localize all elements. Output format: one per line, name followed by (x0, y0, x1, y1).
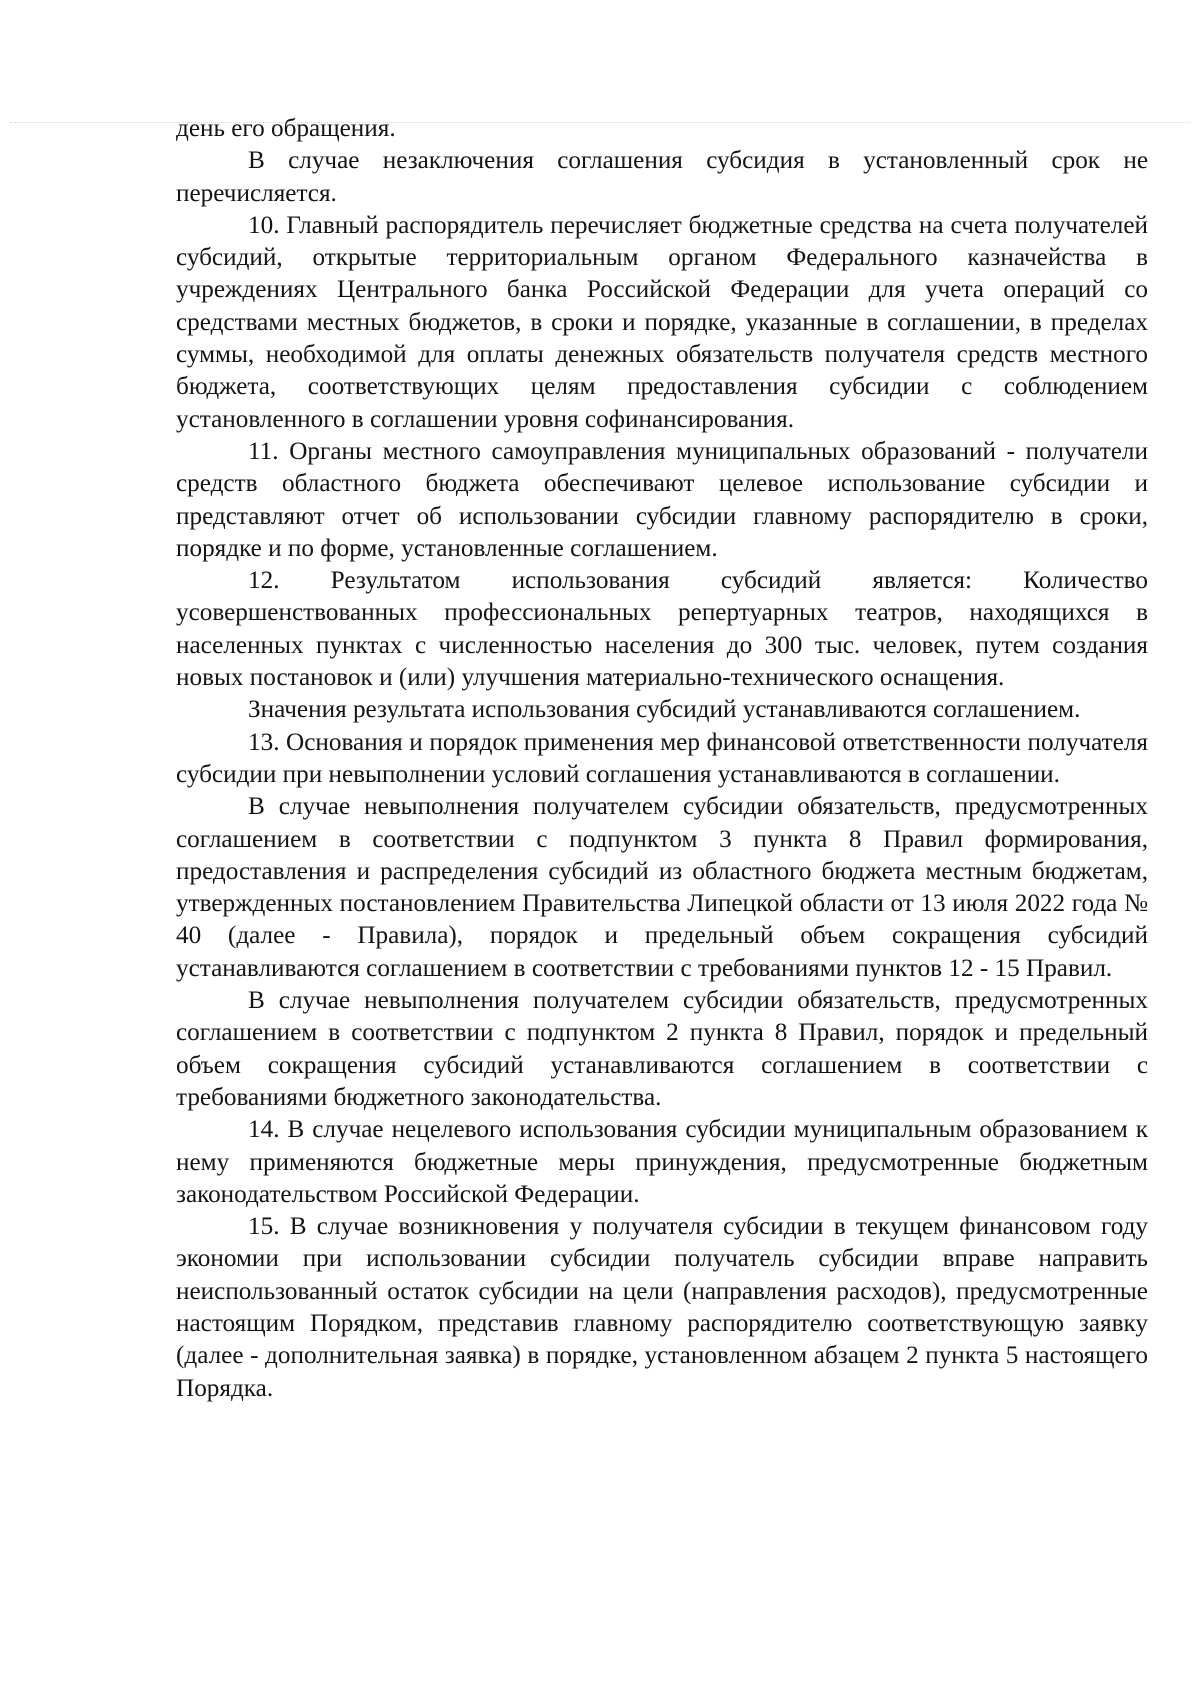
paragraph-12: 12. Результатом использования субсидий является: Количество усовершенствованных профессиональных репертуарных театров, находящихся в населенных пунктах с численностью населения до 300 тыс. человек, путем создания новых постановок и (или) улучшения материально-технического оснащения. (176, 567, 1148, 692)
paragraph-11: 11. Органы местного самоуправления муниципальных образований - получатели средств областного бюджета обеспечивают целевое использование субсидии и представляют отчет об использовании субсидии главному распорядителю в сроки, порядке и по форме, установленные соглашением. (176, 437, 1148, 562)
document-body (176, 113, 1148, 1405)
paragraph-13-case-2: В случае невыполнения получателем субсидии обязательств, предусмотренных соглашением в соответствии с подпунктом 2 пункта 8 Правил, порядок и предельный объем сокращения субсидий устанавливаются соглашением в соответствии с требованиями бюджетного законодательства. (176, 987, 1148, 1111)
paragraph-continuation: день его обращения. (176, 115, 396, 142)
paragraph-non-conclusion: В случае незаключения соглашения субсидия в установленный срок не перечисляется. (176, 147, 1148, 207)
paragraph-10: 10. Главный распорядитель перечисляет бюджетные средства на счета получателей субсидий, открытые территориальным органом Федерального казначейства в учреждениях Центрального банка Российской Федерации для учета операций со средствами местных бюджетов, в сроки и порядке, указанные в соглашении, в пределах суммы, необходимой для оплаты денежных обязательств получателя средств местного бюджета, соответствующих целям предоставления субсидии с соблюдением установленного в соглашении уровня софинансирования. (176, 211, 1148, 433)
paragraph-14: 14. В случае нецелевого использования субсидии муниципальным образованием к нему применяются бюджетные меры принуждения, предусмотренные бюджетным законодательством Российской Федерации. (176, 1116, 1148, 1208)
paragraph-15: 15. В случае возникновения у получателя субсидии в текущем финансовом году экономии при использовании субсидии получатель субсидии вправе направить неиспользованный остаток субсидии на цели (направления расходов), предусмотренные настоящим Порядком, представив главному распорядителю соответствующую заявку (далее - дополнительная заявка) в порядке, установленном абзацем 2 пункта 5 настоящего Порядка. (176, 1213, 1148, 1402)
paragraph-13: 13. Основания и порядок применения мер финансовой ответственности получателя субсидии при невыполнении условий соглашения устанавливаются в соглашении. (176, 728, 1148, 788)
paragraph-12-values: Значения результата использования субсидий устанавливаются соглашением. (248, 696, 1081, 724)
paragraph-13-case-1: В случае невыполнения получателем субсидии обязательств, предусмотренных соглашением в соответствии с подпунктом 3 пункта 8 Правил формирования, предоставления и распределения субсидий из областного бюджета местным бюджетам, утвержденных постановлением Правительства Липецкой области от 13 июля 2022 года № 40 (далее - Правила), порядок и предельный объем сокращения субсидий устанавливаются соглашением в соответствии с требованиями пунктов 12 - 15 Правил. (176, 793, 1148, 982)
